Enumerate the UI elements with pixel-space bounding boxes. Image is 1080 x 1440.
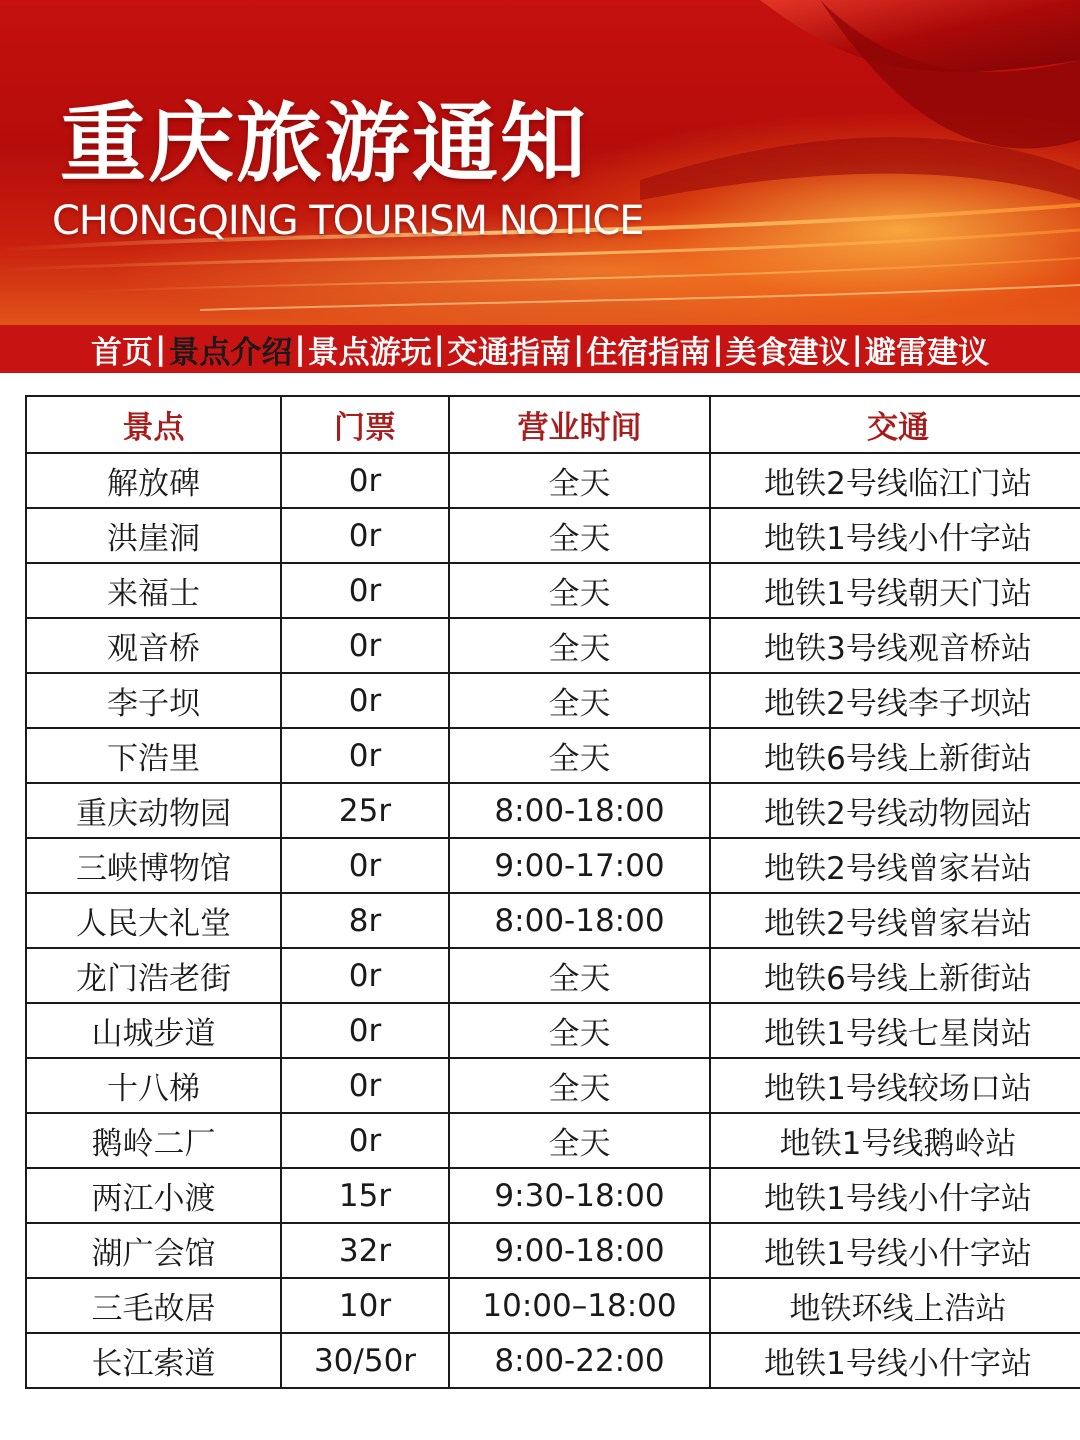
- cell-hours: 全天: [449, 563, 710, 618]
- attractions-table: [25, 395, 1080, 1389]
- table-header-row: [26, 396, 1080, 453]
- cell-transport: 地铁2号线李子坝站: [710, 673, 1080, 728]
- nav-item-attraction-intro[interactable]: 景点介绍: [168, 334, 293, 371]
- table-row: [26, 948, 1080, 1003]
- header-attraction: 景点: [26, 396, 281, 453]
- cell-hours: 9:00-17:00: [449, 838, 710, 893]
- cell-attraction: 洪崖洞: [26, 508, 281, 563]
- cell-hours: 全天: [449, 1058, 710, 1113]
- cell-ticket: 0r: [281, 838, 449, 893]
- table-row: [26, 728, 1080, 783]
- cell-attraction: 两江小渡: [26, 1168, 281, 1223]
- table-row: [26, 618, 1080, 673]
- cell-attraction: 观音桥: [26, 618, 281, 673]
- header-banner: [0, 0, 1080, 325]
- cell-hours: 全天: [449, 948, 710, 1003]
- cell-ticket: 0r: [281, 508, 449, 563]
- cell-hours: 8:00-18:00: [449, 893, 710, 948]
- cell-attraction: 来福士: [26, 563, 281, 618]
- cell-attraction: 下浩里: [26, 728, 281, 783]
- table-row: [26, 893, 1080, 948]
- cell-ticket: 0r: [281, 1003, 449, 1058]
- cell-attraction: 山城步道: [26, 1003, 281, 1058]
- nav-separator: |: [851, 331, 863, 367]
- cell-ticket: 8r: [281, 893, 449, 948]
- cell-ticket: 0r: [281, 1058, 449, 1113]
- cell-ticket: 25r: [281, 783, 449, 838]
- cell-hours: 全天: [449, 1003, 710, 1058]
- nav-item-attraction-play[interactable]: 景点游玩: [307, 334, 432, 371]
- cell-hours: 9:30-18:00: [449, 1168, 710, 1223]
- nav-item-pitfall-tips[interactable]: 避雷建议: [864, 334, 989, 371]
- cell-hours: 全天: [449, 673, 710, 728]
- cell-transport: 地铁2号线临江门站: [710, 453, 1080, 508]
- cell-attraction: 长江索道: [26, 1333, 281, 1388]
- header-hours: 营业时间: [449, 396, 710, 453]
- cell-transport: 地铁2号线动物园站: [710, 783, 1080, 838]
- cell-ticket: 32r: [281, 1223, 449, 1278]
- cell-ticket: 0r: [281, 453, 449, 508]
- cell-transport: 地铁1号线小什字站: [710, 1223, 1080, 1278]
- page-subtitle: CHONGQING TOURISM NOTICE: [52, 198, 644, 244]
- cell-attraction: 三峡博物馆: [26, 838, 281, 893]
- cell-transport: 地铁1号线较场口站: [710, 1058, 1080, 1113]
- cell-transport: 地铁1号线小什字站: [710, 1168, 1080, 1223]
- cell-ticket: 30/50r: [281, 1333, 449, 1388]
- cell-ticket: 0r: [281, 1113, 449, 1168]
- cell-attraction: 鹅岭二厂: [26, 1113, 281, 1168]
- cell-ticket: 15r: [281, 1168, 449, 1223]
- nav-item-transport-guide[interactable]: 交通指南: [447, 334, 571, 371]
- cell-hours: 8:00-18:00: [449, 783, 710, 838]
- nav-item-food-tips[interactable]: 美食建议: [725, 334, 850, 371]
- cell-attraction: 龙门浩老街: [26, 948, 281, 1003]
- cell-transport: 地铁2号线曾家岩站: [710, 893, 1080, 948]
- table-row: [26, 563, 1080, 618]
- nav-separator: |: [433, 331, 445, 367]
- cell-ticket: 10r: [281, 1278, 449, 1333]
- cell-hours: 9:00-18:00: [449, 1223, 710, 1278]
- cell-transport: 地铁1号线朝天门站: [710, 563, 1080, 618]
- nav-item-home[interactable]: 首页: [91, 334, 154, 371]
- cell-transport: 地铁3号线观音桥站: [710, 618, 1080, 673]
- cell-ticket: 0r: [281, 673, 449, 728]
- cell-hours: 全天: [449, 453, 710, 508]
- cell-transport: 地铁1号线七星岗站: [710, 1003, 1080, 1058]
- cell-attraction: 人民大礼堂: [26, 893, 281, 948]
- header-ticket: 门票: [281, 396, 449, 453]
- cell-attraction: 十八梯: [26, 1058, 281, 1113]
- nav-bar: [0, 325, 1080, 373]
- table-row: [26, 1223, 1080, 1278]
- table-row: [26, 783, 1080, 838]
- cell-ticket: 0r: [281, 618, 449, 673]
- cell-transport: 地铁6号线上新街站: [710, 728, 1080, 783]
- cell-attraction: 重庆动物园: [26, 783, 281, 838]
- cell-transport: 地铁2号线曾家岩站: [710, 838, 1080, 893]
- nav-separator: |: [155, 331, 167, 367]
- cell-attraction: 解放碑: [26, 453, 281, 508]
- cell-hours: 全天: [449, 1113, 710, 1168]
- page-title: 重庆旅游通知: [60, 94, 588, 194]
- nav-separator: |: [294, 331, 306, 367]
- nav-separator: |: [712, 331, 724, 367]
- cell-attraction: 湖广会馆: [26, 1223, 281, 1278]
- nav-item-lodging-guide[interactable]: 住宿指南: [586, 334, 711, 371]
- cell-transport: 地铁6号线上新街站: [710, 948, 1080, 1003]
- table-row: [26, 1333, 1080, 1388]
- table-row: [26, 1113, 1080, 1168]
- cell-ticket: 0r: [281, 948, 449, 1003]
- cell-hours: 8:00-22:00: [449, 1333, 710, 1388]
- table-row: [26, 1278, 1080, 1333]
- table-row: [26, 508, 1080, 563]
- table-row: [26, 453, 1080, 508]
- cell-hours: 全天: [449, 508, 710, 563]
- cell-ticket: 0r: [281, 563, 449, 618]
- cell-hours: 10:00–18:00: [449, 1278, 710, 1333]
- table-row: [26, 673, 1080, 728]
- cell-hours: 全天: [449, 618, 710, 673]
- cell-transport: 地铁1号线小什字站: [710, 1333, 1080, 1388]
- table-row: [26, 838, 1080, 893]
- header-transport: 交通: [710, 396, 1080, 453]
- nav-separator: |: [573, 331, 585, 367]
- cell-attraction: 李子坝: [26, 673, 281, 728]
- cell-ticket: 0r: [281, 728, 449, 783]
- table-row: [26, 1168, 1080, 1223]
- cell-transport: 地铁环线上浩站: [710, 1278, 1080, 1333]
- cell-hours: 全天: [449, 728, 710, 783]
- table-row: [26, 1003, 1080, 1058]
- table-row: [26, 1058, 1080, 1113]
- cell-transport: 地铁1号线小什字站: [710, 508, 1080, 563]
- cell-attraction: 三毛故居: [26, 1278, 281, 1333]
- cell-transport: 地铁1号线鹅岭站: [710, 1113, 1080, 1168]
